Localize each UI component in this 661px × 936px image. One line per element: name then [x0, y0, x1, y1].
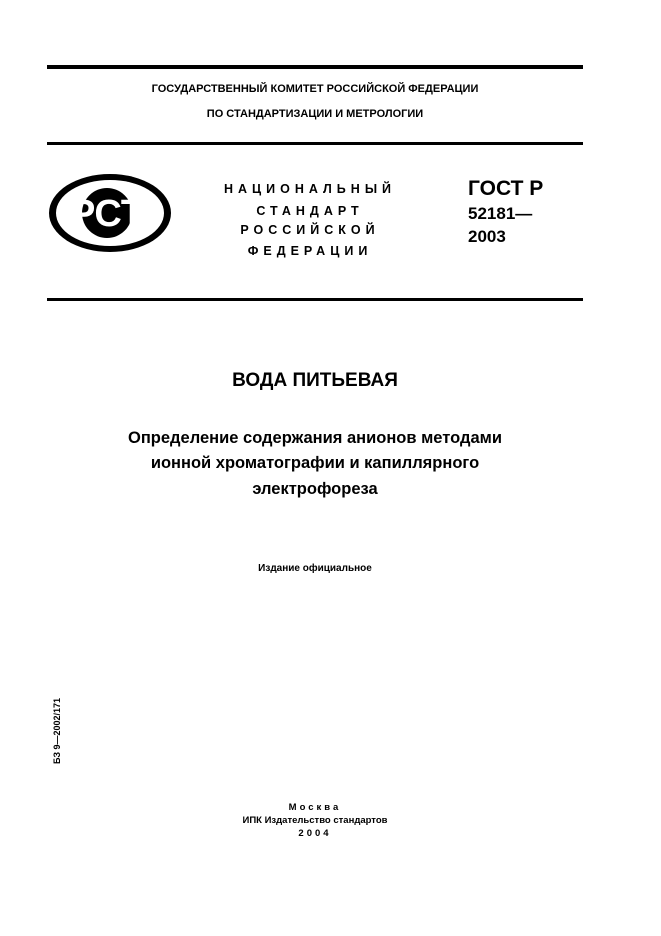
- header-divider: [47, 142, 583, 145]
- gost-year: 2003: [468, 227, 506, 246]
- document-title: ВОДА ПИТЬЕВАЯ: [232, 370, 398, 391]
- logo-graphic: [47, 172, 173, 254]
- side-code: БЗ 9—2002/171: [52, 697, 62, 764]
- footer-publisher: ИПК Издательство стандартов: [242, 815, 388, 826]
- subtitle-line-3: электрофореза: [252, 480, 378, 498]
- gost-label: ГОСТ Р: [468, 177, 544, 200]
- rst-mark-icon: [47, 172, 173, 254]
- gost-number: 52181—: [468, 204, 533, 223]
- subtitle-line-1: Определение содержания анионов методами: [128, 429, 502, 447]
- national-line-3: РОССИЙСКОЙ: [240, 223, 380, 237]
- top-rule: [47, 65, 583, 69]
- national-line-2: СТАНДАРТ: [256, 204, 364, 218]
- logo-divider: [47, 298, 583, 301]
- national-line-4: ФЕДЕРАЦИИ: [247, 244, 373, 258]
- footer-year: 2004: [298, 828, 332, 839]
- committee-line-1: ГОСУДАРСТВЕННЫЙ КОМИТЕТ РОССИЙСКОЙ ФЕДЕРАЦИИ: [151, 83, 479, 95]
- committee-line-2: ПО СТАНДАРТИЗАЦИИ И МЕТРОЛОГИИ: [206, 108, 424, 120]
- edition-label: Издание официальное: [258, 563, 372, 574]
- national-line-1: НАЦИОНАЛЬНЫЙ: [223, 182, 397, 196]
- logo-letters: РСТ: [69, 193, 145, 235]
- subtitle-line-2: ионной хроматографии и капиллярного: [150, 454, 480, 472]
- footer-city: Москва: [288, 802, 342, 813]
